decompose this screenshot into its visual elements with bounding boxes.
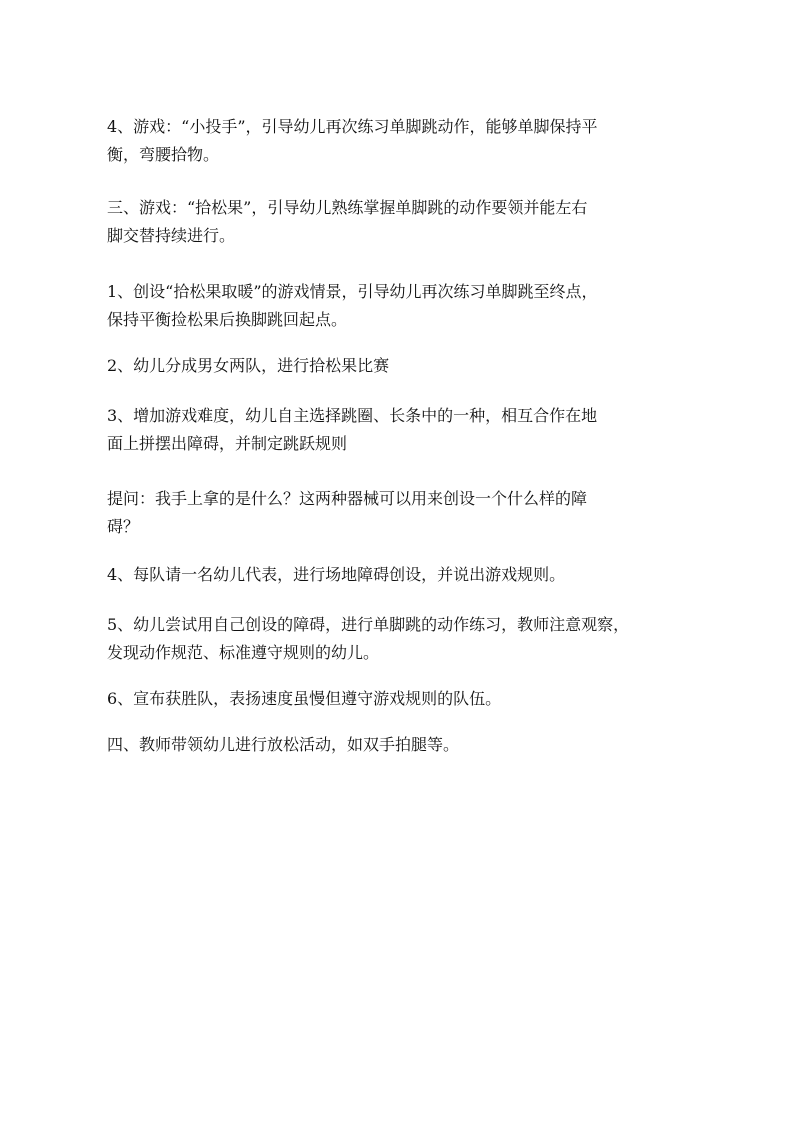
text-line: 5、幼儿尝试用自己创设的障碍，进行单脚跳的动作练习，教师注意观察， xyxy=(107,615,630,634)
paragraph-item-3 xyxy=(107,402,707,458)
paragraph-item-4 xyxy=(107,561,707,589)
paragraph-item-5 xyxy=(107,611,707,667)
text-line: 3、增加游戏难度，幼儿自主选择跳圈、长条中的一种，相互合作在地 xyxy=(107,406,598,425)
text-line: 四、教师带领幼儿进行放松活动，如双手拍腿等。 xyxy=(107,735,460,754)
text-line: 衡，弯腰拾物。 xyxy=(107,145,220,164)
text-line: 4、游戏：“小投手”，引导幼儿再次练习单脚跳动作，能够单脚保持平 xyxy=(107,117,598,136)
paragraph-section-four xyxy=(107,731,707,759)
text-line: 发现动作规范、标准遵守规则的幼儿。 xyxy=(107,643,380,662)
text-line: 2、幼儿分成男女两队，进行拾松果比赛 xyxy=(107,356,390,375)
text-line: 1、创设“拾松果取暖”的游戏情景，引导幼儿再次练习单脚跳至终点， xyxy=(107,282,598,301)
paragraph-item-2 xyxy=(107,352,707,380)
text-line: 三、游戏：“拾松果”，引导幼儿熟练掌握单脚跳的动作要领并能左右 xyxy=(107,198,588,217)
text-line: 面上拼摆出障碍，并制定跳跃规则 xyxy=(107,434,348,453)
text-line: 保持平衡捡松果后换脚跳回起点。 xyxy=(107,310,348,329)
paragraph-item-6 xyxy=(107,685,707,713)
text-line: 碍？ xyxy=(107,517,140,536)
paragraph-item-1 xyxy=(107,278,707,334)
paragraph-section-three-heading xyxy=(107,194,707,250)
text-line: 6、宣布获胜队，表扬速度虽慢但遵守游戏规则的队伍。 xyxy=(107,689,502,708)
paragraph-game-little-thrower xyxy=(107,113,707,169)
paragraph-question xyxy=(107,485,707,541)
text-line: 提问：我手上拿的是什么？这两种器械可以用来创设一个什么样的障 xyxy=(107,489,588,508)
text-line: 脚交替持续进行。 xyxy=(107,226,236,245)
text-line: 4、每队请一名幼儿代表，进行场地障碍创设，并说出游戏规则。 xyxy=(107,565,566,584)
